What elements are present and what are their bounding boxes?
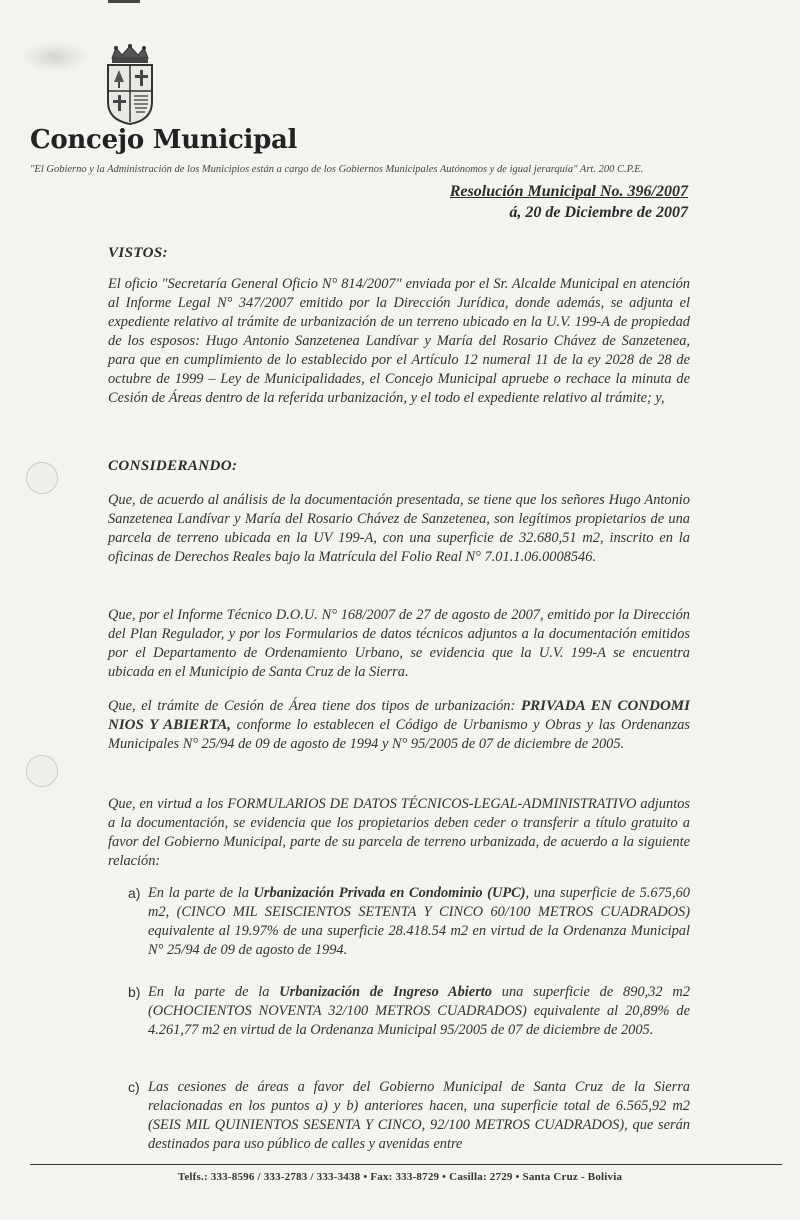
organization-motto: "El Gobierno y la Administración de los Municipios están a cargo de los Gobiernos Municipales Autónomos y de igual jerarquía" Art. 200 C.P.E. — [30, 164, 644, 175]
paragraph-emphasis: PRIVADA EN CONDOMI NIOS Y ABIERTA, — [108, 698, 690, 733]
list-item-text-part: , una superficie de 5.675,60 m2, (CINCO MIL SEISCIENTOS SETENTA Y CINCO 60/100 METROS CUADRADOS) equivalente al 19.97% de una superficie 28.418.54 m2 en virtud de la Ordenanza Municipal N° 25/94 de 09 de agosto de 1994. — [148, 885, 690, 958]
resolution-date: á, 20 de Diciembre de 2007 — [509, 204, 688, 221]
punch-hole — [26, 462, 58, 494]
list-item — [128, 884, 690, 960]
considerando-paragraph-3 — [108, 697, 690, 754]
list-item-label: c) — [128, 1079, 140, 1095]
list-item-emphasis: Urbanización Privada en Condominio (UPC) — [253, 885, 526, 901]
footer-contact: Telfs.: 333-8596 / 333-2783 / 333-3438 • Fax: 333-8729 • Casilla: 2729 • Santa Cruz - Bolivia — [177, 1171, 623, 1183]
punch-hole — [26, 755, 58, 787]
organization-name: Concejo Municipal — [30, 125, 298, 155]
considerando-paragraph-1: Que, de acuerdo al análisis de la documentación presentada, se tiene que los señores Hugo Antonio Sanzetenea Landívar y María del Rosario Chávez de Sanzetenea, son legítimos propietarios de una parcela de terreno ubicada en la UV 199-A, con una superficie de 32.680,51 m2, inscrito en la oficinas de Derechos Reales bajo la Matrícula del Folio Real N° 7.01.1.06.0008546. — [108, 492, 690, 565]
paragraph-text: conforme lo establecen el Código de Urbanismo y Obras y las Ordenanzas Municipales N° 25/94 de 09 de agosto de 1994 y N° 95/2005 de 07 de diciembre de 2005. — [108, 717, 690, 752]
list-item-text-part: En la parte de la — [148, 885, 254, 901]
list-item-text — [148, 884, 690, 960]
list-item-text — [148, 983, 690, 1040]
scan-mark — [108, 0, 140, 3]
list-item — [128, 1078, 690, 1154]
considerando-paragraph-4: Que, en virtud a los FORMULARIOS DE DATOS TÉCNICOS-LEGAL-ADMINISTRATIVO adjuntos a la documentación, se evidencia que los propietarios deben ceder o transferir a título gratuito a favor del Gobierno Municipal, parte de su parcela de terreno urbanizada, de acuerdo a la siguiente relación: — [108, 796, 690, 869]
list-item-text-part: una superficie de 890,32 m2 (OCHOCIENTOS NOVENTA 32/100 METROS CUADRADOS) equivalente al 20,89% de 4.261,77 m2 en virtud de la Ordenanza Municipal 95/2005 de 07 de diciembre de 2005. — [148, 984, 690, 1038]
list-item-emphasis: Urbanización de Ingreso Abierto — [279, 984, 492, 1000]
considerando-paragraph-2: Que, por el Informe Técnico D.O.U. N° 168/2007 de 27 de agosto de 2007, emitido por la Dirección del Plan Regulador, y por los Formularios de datos técnicos adjuntos a la documentación emitidos por el Departamento de Ordenamiento Urbano, se evidencia que la U.V. 199-A se encuentra ubicada en el Municipio de Santa Cruz de la Sierra. — [108, 607, 690, 680]
list-item-text-part: En la parte de la — [148, 984, 280, 1000]
scan-smudge — [20, 42, 90, 72]
list-item-text — [148, 1078, 690, 1154]
vistos-paragraph: El oficio "Secretaría General Oficio N° 814/2007" enviada por el Sr. Alcalde Municipal en atención al Informe Legal N° 347/2007 emitido por la Dirección Jurídica, donde además, se adjunta el expediente relativo al trámite de urbanización de un terreno ubicado en la U.V. 199-A de propiedad de los esposos: Hugo Antonio Sanzetenea Landívar y María del Rosario Chávez de Sanzetenea, para que en cumplimiento de lo establecido por el Artículo 12 numeral 11 de la ey 2028 de 28 de octubre de 1999 – Ley de Municipalidades, el Concejo Municipal apruebe o rechace la minuta de Cesión de Áreas dentro de la referida urbanización, y el todo el expediente relativo al trámite; y, — [108, 276, 690, 406]
list-item — [128, 983, 690, 1040]
paragraph-text: Que, el trámite de Cesión de Área tiene dos tipos de urbanización: — [108, 698, 521, 714]
list-item-label: b) — [128, 984, 141, 1000]
footer-divider — [30, 1164, 782, 1165]
coat-of-arms-icon — [104, 44, 156, 126]
list-item-text-part: Las cesiones de áreas a favor del Gobierno Municipal de Santa Cruz de la Sierra relacionadas en los puntos a) y b) anteriores hacen, una superficie total de 6.565,92 m2 (SEIS MIL QUINIENTOS SESENTA Y CINCO, 92/100 METROS CUADRADOS), que serán destinados para uso público de calles y avenidas entre — [148, 1079, 690, 1152]
resolution-header — [450, 181, 688, 223]
considerando-heading: CONSIDERANDO: — [108, 458, 238, 474]
resolution-title: Resolución Municipal No. 396/2007 — [449, 183, 688, 200]
list-item-label: a) — [128, 885, 141, 901]
vistos-heading: VISTOS: — [108, 245, 169, 261]
